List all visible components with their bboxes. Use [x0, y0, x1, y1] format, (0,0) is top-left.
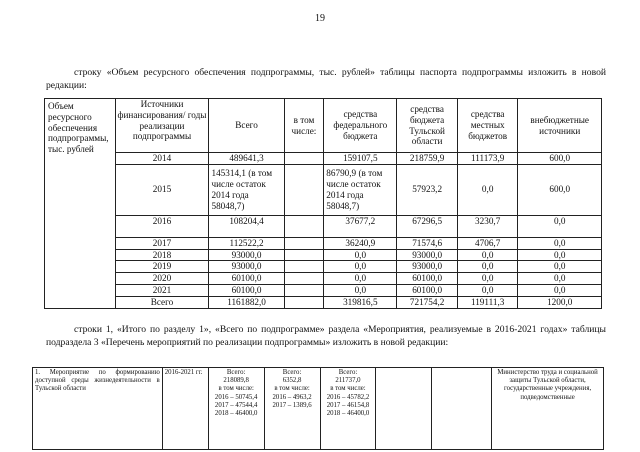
- activity-extra: [432, 368, 492, 450]
- incl-cell: [284, 153, 324, 165]
- regional-cell: 57923,2: [397, 164, 458, 215]
- extra-cell: 0,0: [518, 215, 602, 237]
- activities-table: [32, 367, 604, 450]
- header-total: Всего: [209, 99, 284, 153]
- incl-cell: [284, 237, 324, 249]
- federal-cell: 0,0: [324, 249, 397, 261]
- local-cell: 0,0: [457, 284, 518, 296]
- budget-line: 6352,8: [282, 377, 302, 385]
- regional-cell: 67296,5: [397, 215, 458, 237]
- budget-line: 2018 – 46400,0: [326, 410, 370, 418]
- year-cell: 2015: [115, 164, 209, 215]
- extra-cell: 1200,0: [518, 296, 602, 308]
- incl-cell: [284, 273, 324, 285]
- year-cell: 2017: [115, 237, 209, 249]
- activity-name: 1. Мероприятие по формированию доступной среды жизнедеятельности в Тульской области: [33, 368, 163, 450]
- activity-regional: [320, 368, 376, 450]
- budget-line: 218089,8: [223, 377, 249, 385]
- local-cell: 4706,7: [457, 237, 518, 249]
- total-cell: 60100,0: [209, 284, 284, 296]
- funding-table: [44, 98, 602, 309]
- budget-line: 2016 – 50745,4: [214, 393, 258, 401]
- funding-table-row: [45, 261, 602, 273]
- incl-cell: [284, 296, 324, 308]
- local-cell: 0,0: [457, 249, 518, 261]
- page-number: 19: [315, 13, 325, 24]
- budget-line: 211737,0: [335, 377, 361, 385]
- regional-cell: 218759,9: [397, 153, 458, 165]
- header-extra: внебюджетные источники: [518, 99, 602, 153]
- federal-cell: 159107,5: [324, 153, 397, 165]
- federal-cell: 36240,9: [324, 237, 397, 249]
- activity-executor: Министерство труда и социальной защиты Тульской области, государственные учреждения, подведомственные: [492, 368, 604, 450]
- funding-table-row: [45, 273, 602, 285]
- total-cell: 489641,3: [209, 153, 284, 165]
- budget-line: 2017 – 1389,6: [272, 401, 312, 409]
- budget-line: 2016 – 45782,2: [326, 393, 370, 401]
- activity-local: [376, 368, 432, 450]
- federal-cell: 0,0: [324, 284, 397, 296]
- activity-federal: [264, 368, 320, 450]
- header-local: средства местных бюджетов: [457, 99, 518, 153]
- year-cell: 2016: [115, 215, 209, 237]
- row-label: Объем ресурсного обеспечения подпрограммы, тыс. рублей: [45, 99, 116, 309]
- total-cell: 93000,0: [209, 249, 284, 261]
- funding-table-row: [45, 164, 602, 215]
- total-cell: 112522,2: [209, 237, 284, 249]
- budget-line: в том числе:: [274, 385, 310, 393]
- year-cell: Всего: [115, 296, 209, 308]
- budget-line: Всего:: [338, 369, 358, 376]
- paragraph-intro-2: строки 1, «Итого по разделу 1», «Всего по подпрограмме» раздела «Мероприятия, реализуемые в 2016-2021 годах» таблицы подраздела 3 «Перечень мероприятий по реализации подпрограммы» изложить в новой редакции:: [46, 324, 606, 348]
- incl-cell: [284, 261, 324, 273]
- header-incl: в том числе:: [284, 99, 324, 153]
- activity-period: 2016-2021 гг.: [162, 368, 208, 450]
- budget-line: в том числе:: [330, 385, 366, 393]
- incl-cell: [284, 284, 324, 296]
- budget-line: в том числе:: [218, 385, 254, 393]
- local-cell: 0,0: [457, 273, 518, 285]
- extra-cell: 600,0: [518, 153, 602, 165]
- local-cell: 111173,9: [457, 153, 518, 165]
- incl-cell: [284, 164, 324, 215]
- funding-table-header: [45, 99, 602, 153]
- header-federal: средства федерального бюджета: [324, 99, 397, 153]
- local-cell: 3230,7: [457, 215, 518, 237]
- year-cell: 2014: [115, 153, 209, 165]
- budget-line: Всего:: [282, 369, 302, 376]
- regional-cell: 60100,0: [397, 284, 458, 296]
- paragraph-intro-1: строку «Объем ресурсного обеспечения подпрограммы, тыс. рублей» таблицы паспорта подпрограммы изложить в новой редакции:: [46, 67, 606, 91]
- federal-cell: 0,0: [324, 261, 397, 273]
- budget-line: 2017 – 46154,8: [326, 401, 370, 409]
- funding-table-row: [45, 296, 602, 308]
- extra-cell: 0,0: [518, 261, 602, 273]
- regional-cell: 721754,2: [397, 296, 458, 308]
- incl-cell: [284, 215, 324, 237]
- federal-cell: 319816,5: [324, 296, 397, 308]
- federal-cell: 37677,2: [324, 215, 397, 237]
- header-sources: Источники финансирования/ годы реализации подпрограммы: [115, 99, 209, 153]
- regional-cell: 71574,6: [397, 237, 458, 249]
- header-regional: средства бюджета Тульской области: [397, 99, 458, 153]
- activities-row-1: [33, 368, 604, 450]
- funding-table-row: [45, 249, 602, 261]
- federal-cell: 0,0: [324, 273, 397, 285]
- local-cell: 0,0: [457, 164, 518, 215]
- total-cell: 60100,0: [209, 273, 284, 285]
- year-cell: 2021: [115, 284, 209, 296]
- extra-cell: 0,0: [518, 237, 602, 249]
- local-cell: 119111,3: [457, 296, 518, 308]
- extra-cell: 0,0: [518, 284, 602, 296]
- budget-line: 2017 – 47544,4: [214, 401, 258, 409]
- funding-table-row: [45, 237, 602, 249]
- total-cell: 1161882,0: [209, 296, 284, 308]
- budget-line: 2018 – 46400,0: [214, 410, 258, 418]
- year-cell: 2018: [115, 249, 209, 261]
- regional-cell: 93000,0: [397, 261, 458, 273]
- extra-cell: 600,0: [518, 164, 602, 215]
- total-cell: 93000,0: [209, 261, 284, 273]
- incl-cell: [284, 249, 324, 261]
- local-cell: 0,0: [457, 261, 518, 273]
- year-cell: 2020: [115, 273, 209, 285]
- total-cell: 145314,1 (в том числе остаток 2014 года 58048,7): [209, 164, 284, 215]
- year-cell: 2019: [115, 261, 209, 273]
- budget-line: Всего:: [226, 369, 246, 376]
- total-cell: 108204,4: [209, 215, 284, 237]
- funding-table-row: [45, 215, 602, 237]
- federal-cell: 86790,9 (в том числе остаток 2014 года 58048,7): [324, 164, 397, 215]
- extra-cell: 0,0: [518, 273, 602, 285]
- extra-cell: 0,0: [518, 249, 602, 261]
- regional-cell: 93000,0: [397, 249, 458, 261]
- regional-cell: 60100,0: [397, 273, 458, 285]
- activity-total: [208, 368, 264, 450]
- budget-line: 2016 – 4963,2: [272, 393, 312, 401]
- funding-table-row: [45, 284, 602, 296]
- funding-table-row: [45, 153, 602, 165]
